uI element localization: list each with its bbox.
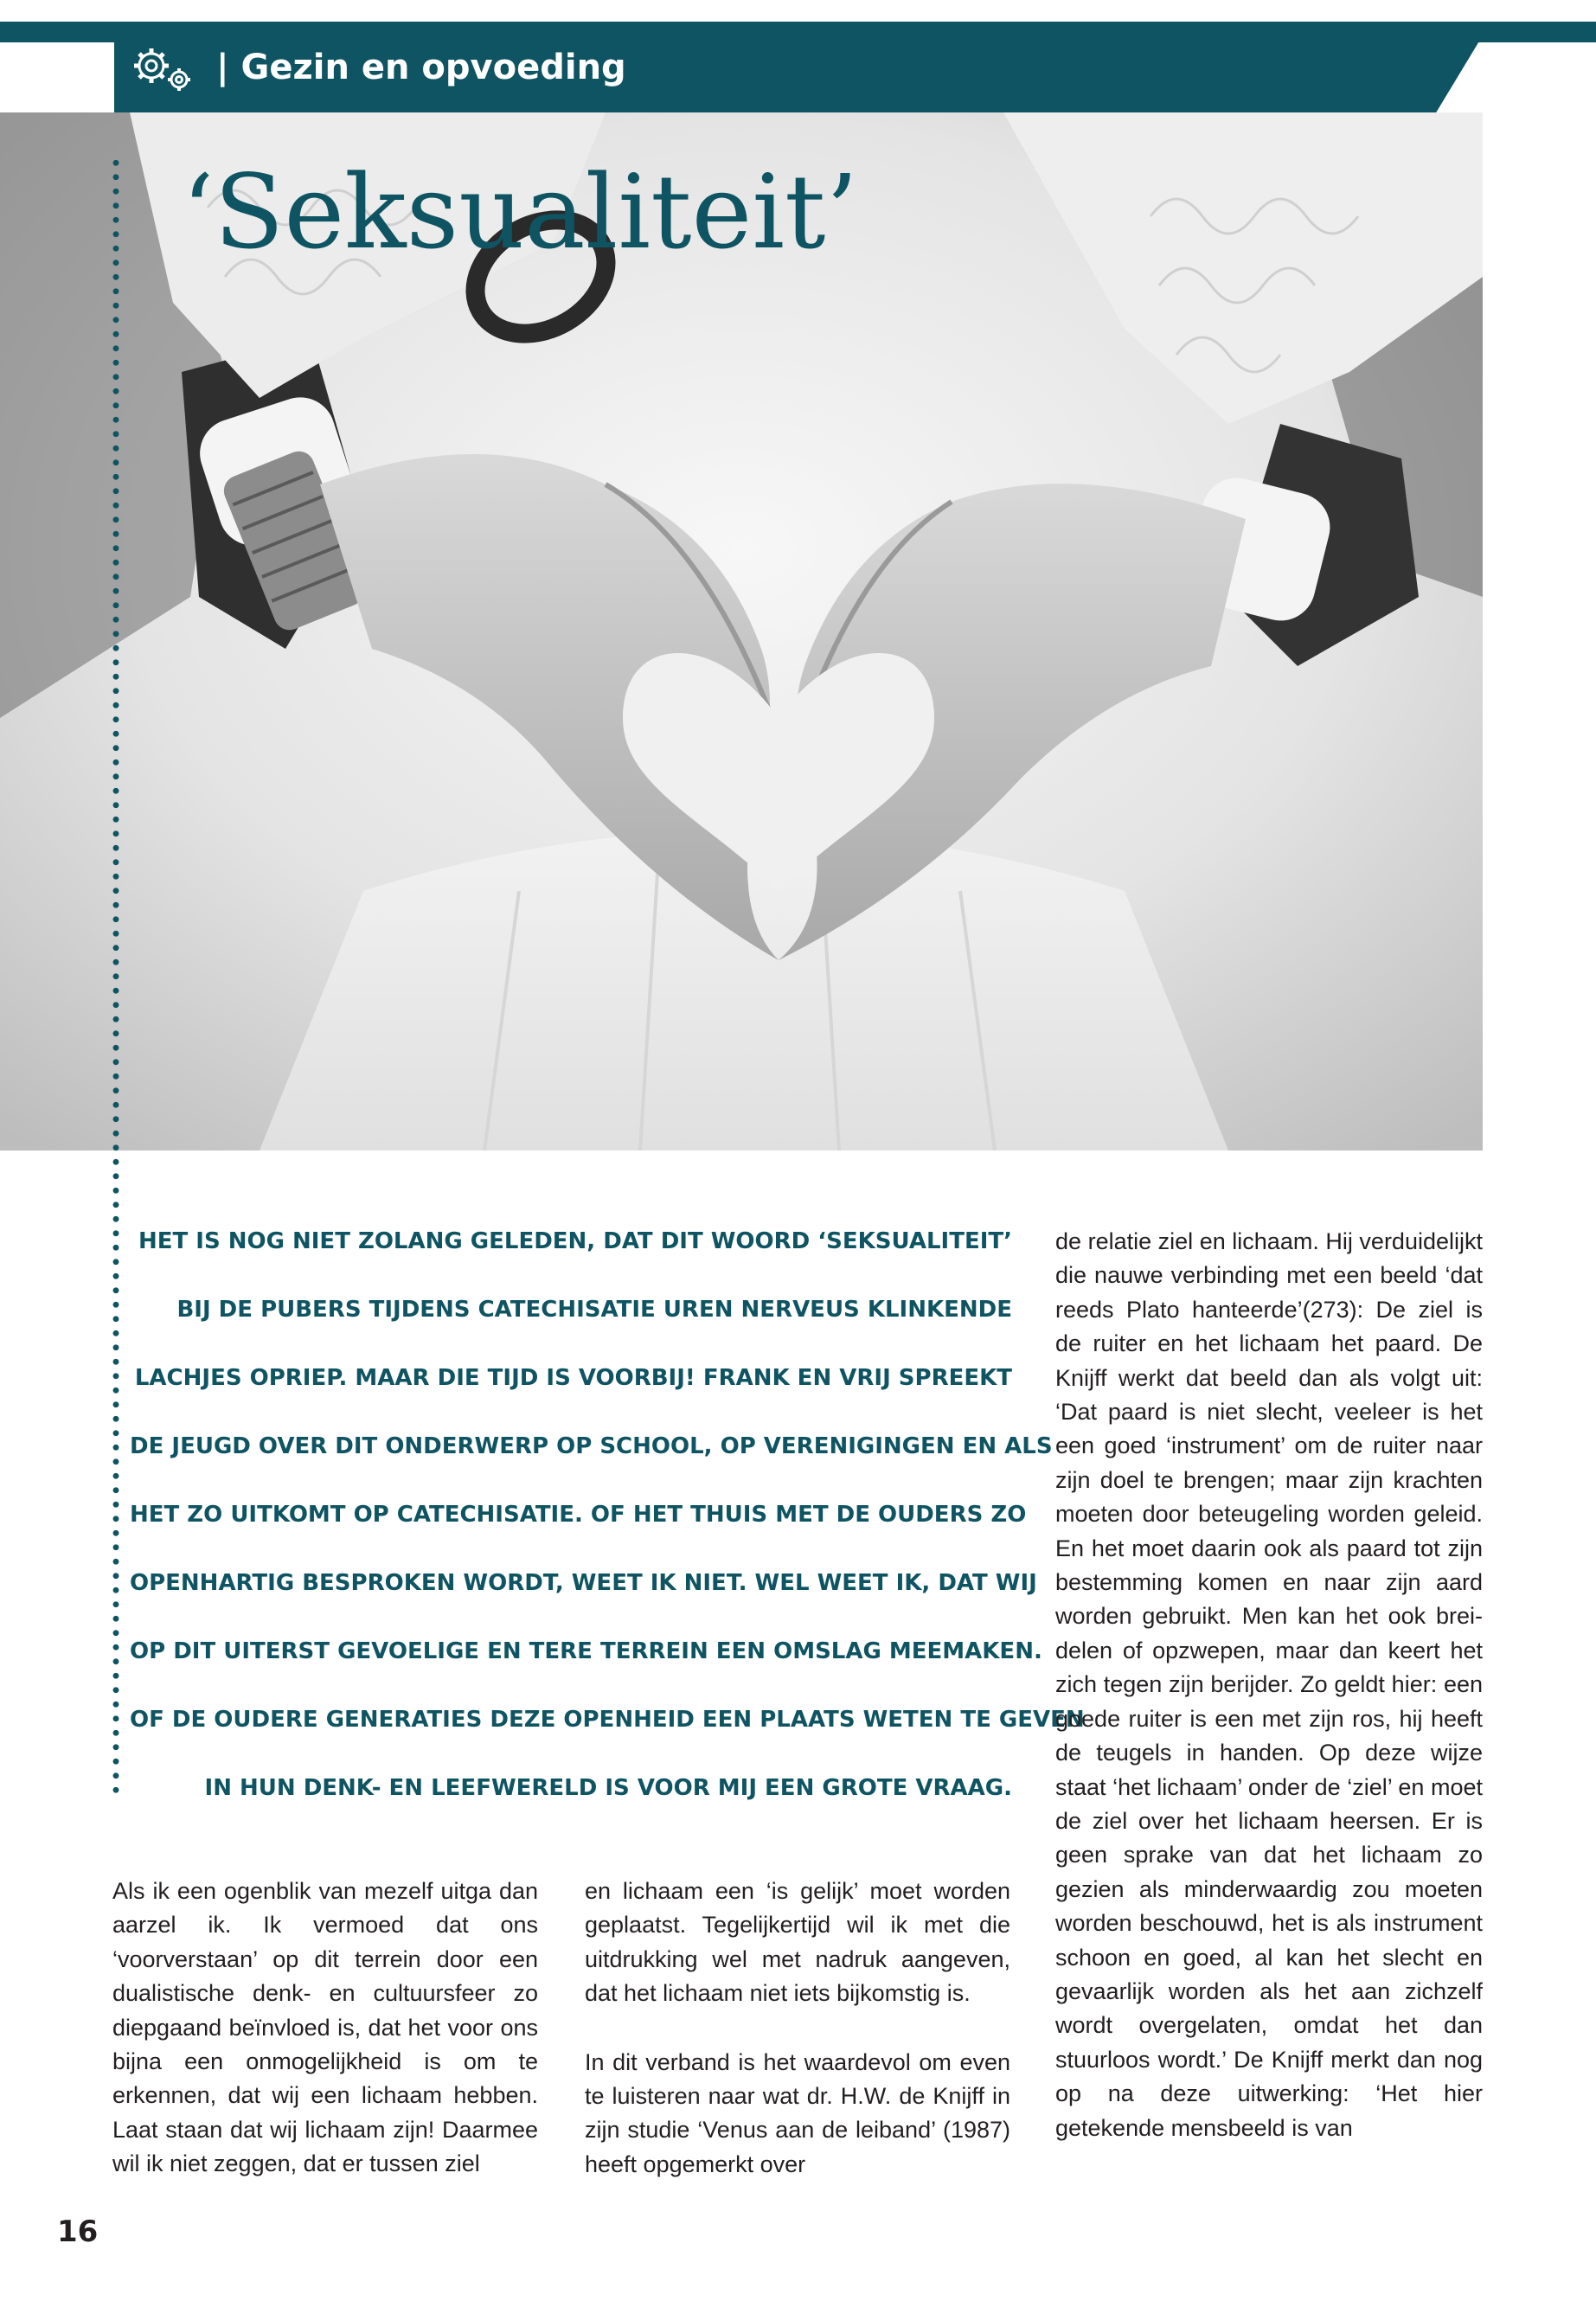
- body-paragraph: Als ik een ogenblik van mezelf uitga dan aarzel ik. Ik vermoed dat ons ‘voorverstaan’ op dit terrein door een dualistische denk- en cultuursfeer zo diepgaand beïnvloed is, dat het voor ons bijna een onmogelijkheid is om te erkennen, dat wij een lichaam hebben. Laat staan dat wij lichaam zijn! Daarmee wil ik niet zeggen, dat er tussen ziel: [112, 1878, 538, 2177]
- intro-paragraph: [130, 1215, 1085, 1830]
- page-number: 16: [57, 2214, 99, 2249]
- intro-line: DE JEUGD OVER DIT ONDERWERP OP SCHOOL, OP VERENIGINGEN EN ALS: [130, 1433, 1053, 1459]
- body-column-2: [585, 1875, 1010, 2182]
- intro-line: OP DIT UITERST GEVOELIGE EN TERE TERREIN EEN OMSLAG MEEMAKEN.: [130, 1638, 1042, 1664]
- intro-line: LACHJES OPRIEP. MAAR DIE TIJD IS VOORBIJ! FRANK EN VRIJ SPREEKT: [134, 1365, 1012, 1391]
- intro-line: HET IS NOG NIET ZOLANG GELEDEN, DAT DIT WOORD ‘SEKSUALITEIT’: [138, 1228, 1012, 1254]
- body-column-1: [112, 1875, 538, 2182]
- intro-line: BIJ DE PUBERS TIJDENS CATECHISATIE UREN NERVEUS KLINKENDE: [176, 1297, 1012, 1323]
- dotted-rule: [112, 156, 119, 1799]
- section-title: | Gezin en opvoeding: [216, 48, 626, 87]
- intro-line: HET ZO UITKOMT OP CATECHISATIE. OF HET THUIS MET DE OUDERS ZO: [130, 1502, 1027, 1528]
- body-paragraph: en lichaam een ‘is gelijk’ moet worden geplaatst. Tegelijkertijd wil ik met die uitdrukking wel met nadruk aangeven, dat het lichaam niet iets bijkomstig is.: [585, 1878, 1010, 2007]
- body-column-3: [1055, 1225, 1483, 2145]
- body-paragraph: In dit verband is het waardevol om even te luisteren naar wat dr. H.W. de Knijff in zijn studie ‘Venus aan de leiband’ (1987) heeft opgemerkt over: [585, 2048, 1010, 2177]
- article-headline: ‘Seksualiteit’: [182, 152, 858, 272]
- body-paragraph: de relatie ziel en lichaam. Hij verduidelijkt die nauwe verbinding met een beeld ‘dat reeds Plato hanteerde’(273): De ziel is de ruiter en het lichaam het paard. De Knijff werkt dat beeld dan als volgt uit: ‘Dat paard is niet slecht, veeleer is het een goed ‘instrument’ om de ruiter naar zijn doel te brengen; maar zijn krachten moeten door beteugeling worden geleid. En het moet daarin ook als paard tot zijn bestemming komen en naar zijn aard worden gebruikt. Men kan het ook breidelen of opzwepen, maar dan keert het zich tegen zijn berijder. Zo geldt hier: een goede ruiter is een met zijn ros, hij heeft de teugels in handen. Op deze wijze staat ‘het lichaam’ onder de ‘ziel’ en moet de ziel over het lichaam heersen. Er is geen sprake van dat het lichaam zo gezien als minderwaardig zou moeten worden beschouwd, het is als instrument schoon en goed, al kan het slecht en gevaarlijk worden als het aan zichzelf wordt overgelaten, omdat het dan stuurloos wordt.’ De Knijff merkt dan nog op na deze uitwerking: ‘Het hier getekende mensbeeld is van: [1055, 1228, 1483, 2141]
- gears-icon: [127, 43, 198, 95]
- intro-line: IN HUN DENK- EN LEEFWERELD IS VOOR MIJ EEN GROTE VRAAG.: [204, 1775, 1012, 1801]
- intro-line: OF DE OUDERE GENERATIES DEZE OPENHEID EEN PLAATS WETEN TE GEVEN: [130, 1707, 1085, 1733]
- intro-line: OPENHARTIG BESPROKEN WORDT, WEET IK NIET. WEL WEET IK, DAT WIJ: [130, 1570, 1037, 1596]
